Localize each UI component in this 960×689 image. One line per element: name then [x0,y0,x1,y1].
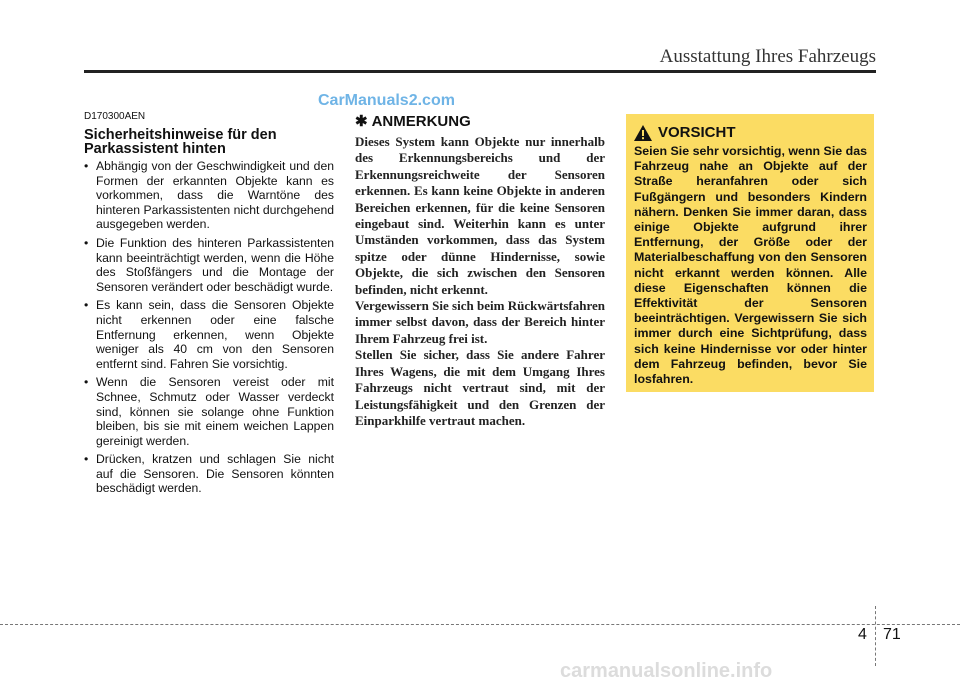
note-title [355,112,605,130]
header-title: Ausstattung Ihres Fahrzeugs [659,46,876,67]
watermark-top[interactable]: CarManuals2.com [318,92,455,109]
bullet-list [84,159,334,496]
list-item [84,452,334,496]
section-code: D170300AEN [84,111,146,122]
section-heading: Sicherheitshinweise für den Parkassistent hinten [84,127,277,157]
caution-text: Seien Sie sehr vorsichtig, wenn Sie das Fahrzeug nahe an Objekte auf der Straße heranfahren oder sich Fußgängern und besonders Kindern nähern. Denken Sie immer daran, dass einige Objekte aufgrund ihrer Entfernung, der Größe oder der Materialbeschaffung von den Sensoren nicht erkannt werden können. Alle diese Eigenschaften können die Effektivität der Sensoren beeinträchtigen. Vergewissern Sie sich immer durch eine Sichtprüfung, dass sich keine Hindernisse vor oder hinter dem Fahrzeug befinden, bevor Sie losfahren. [634,144,867,387]
star-icon: ✱ [355,113,368,130]
bullet-icon: • [84,235,89,250]
bullet-icon: • [84,452,89,467]
header-rule [84,70,876,73]
list-item [84,159,334,232]
page-divider [875,606,876,666]
bullet-text: Abhängig von der Geschwindigkeit und den Formen der erkannten Objekte kann es vorkommen, dass die Warntöne des hinteren Parkassistenten nicht durchgehend ausgegeben werden. [96,159,334,232]
bullet-text: Wenn die Sensoren vereist oder mit Schnee, Schmutz oder Wasser verdeckt sind, können sie solange ohne Funktion bleiben, bis sie mit einem weichen Lappen gereinigt werden. [96,375,334,448]
watermark-bottom[interactable]: carmanualsonline.info [560,660,773,682]
bullet-icon: • [84,159,89,173]
caution-box [626,114,874,392]
section-number: 4 [858,626,867,643]
note-paragraph: Vergewissern Sie sich beim Rückwärtsfahren immer selbst davon, dass der Bereich hinter Ihrem Fahrzeug frei ist. [355,298,605,346]
bullet-icon: • [84,375,89,390]
bullet-text: Die Funktion des hinteren Parkassistenten kann beeinträchtigt werden, wenn die Höhe des Stoßfängers und die Montage der Sensoren verändert oder beschädigt wurde. [96,235,334,294]
note-paragraph: Stellen Sie sicher, dass Sie andere Fahrer Ihres Wagens, die mit dem Umgang Ihres Fahrzeugs nicht vertraut sind, mit der Leistungsfähigkeit und den Grenzen der Einparkhilfe vertraut machen. [355,347,605,428]
bullet-icon: • [84,298,89,313]
list-item [84,298,334,371]
list-item [84,375,334,448]
note-title-text: ANMERKUNG [371,113,471,130]
note-paragraph: Dieses System kann Objekte nur innerhalb des Erkennungsbereichs und der Erkennungsreichweite der Sensoren erkennen. Es kann keine Objekte in anderen Bereichen erkennen, für die keine Sensoren eingebaut sind. Weiterhin kann es unter Umständen vorkommen, dass das System spitze oder dünne Hindernisse, sowie Objekte, die sich zwischen den Sensoren befinden, nicht erkennt. [355,134,605,297]
left-column [84,111,334,500]
footer-rule [0,624,960,625]
caution-title: VORSICHT [658,124,736,141]
list-item [84,236,334,294]
warning-triangle-icon [634,125,652,141]
caution-header [634,124,867,141]
note-column [355,112,605,429]
bullet-text: Es kann sein, dass die Sensoren Objekte nicht erkennen oder eine falsche Entfernung erkennen, wenn Objekte weniger als 40 cm von den Sensoren entfernt sind. Fahren Sie vorsichtig. [96,298,334,371]
bullet-text: Drücken, kratzen und schlagen Sie nicht auf die Sensoren. Die Sensoren könnten beschädigt werden. [96,452,334,496]
page-number: 71 [883,626,901,643]
